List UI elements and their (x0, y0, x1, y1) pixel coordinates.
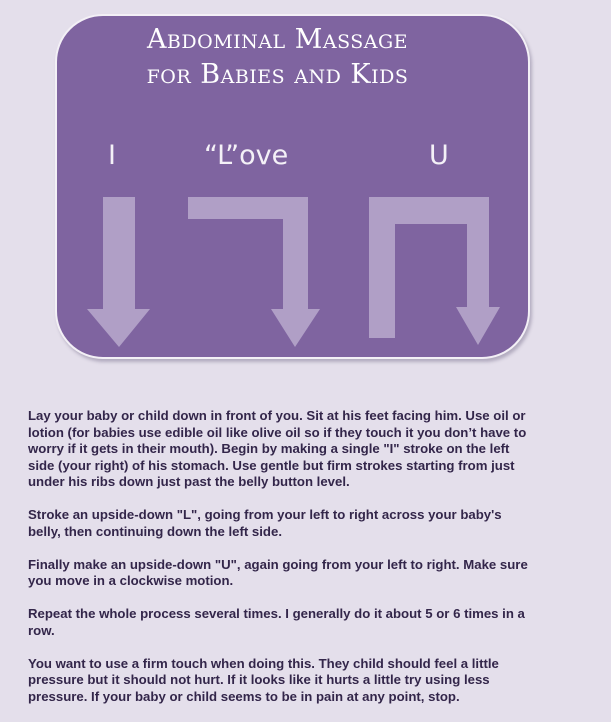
text-line: Finally make an upside-down "U", again going from your left to right. Make sure (28, 556, 528, 572)
text-line: under his ribs down just past the belly button level. (28, 474, 350, 489)
label-u: U (429, 140, 449, 171)
text-line: belly, then continuing down the left side. (28, 523, 282, 539)
text-line: Lay your baby or child down in front of you. Sit at his feet facing him. Use oil or (28, 408, 526, 423)
text-line: worry if it gets in their mouth). Begin by making a single "I" stroke on the left (28, 441, 510, 456)
text-line: Repeat the whole process several times. I generally do it about 5 or 6 times in a (28, 606, 525, 621)
text-line: lotion (for babies use edible oil like olive oil so if they touch it you don’t have to (28, 424, 527, 440)
u-stroke-arrow-icon (369, 197, 500, 345)
text-line: pressure. If your baby or child seems to be in pain at any point, stop. (28, 688, 460, 704)
text-line: You want to use a firm touch when doing this. They child should feel a little (28, 655, 499, 671)
paragraph-1 (28, 408, 598, 491)
title-line-1: Abdominal Massage (146, 24, 409, 55)
text-line: pressure but it should not hurt. If it looks like it hurts a little try using less (28, 672, 490, 687)
paragraph-4 (28, 606, 598, 639)
text-line: you move in a clockwise motion. (28, 573, 234, 588)
l-stroke-arrow-icon (188, 197, 320, 347)
paragraph-3 (28, 557, 598, 590)
i-stroke-arrow-icon (87, 197, 150, 347)
instructions (28, 408, 598, 722)
label-love: “L”ove (204, 140, 289, 171)
label-i: I (108, 140, 116, 171)
paragraph-5 (28, 656, 598, 706)
paragraph-2 (28, 507, 598, 540)
title-line-2: for Babies and Kids (146, 59, 409, 90)
text-line: Stroke an upside-down "L", going from your left to right across your baby's (28, 507, 502, 522)
text-line: row. (28, 622, 55, 638)
text-line: side (your right) of his stomach. Use gentle but firm strokes starting from just (28, 457, 515, 473)
